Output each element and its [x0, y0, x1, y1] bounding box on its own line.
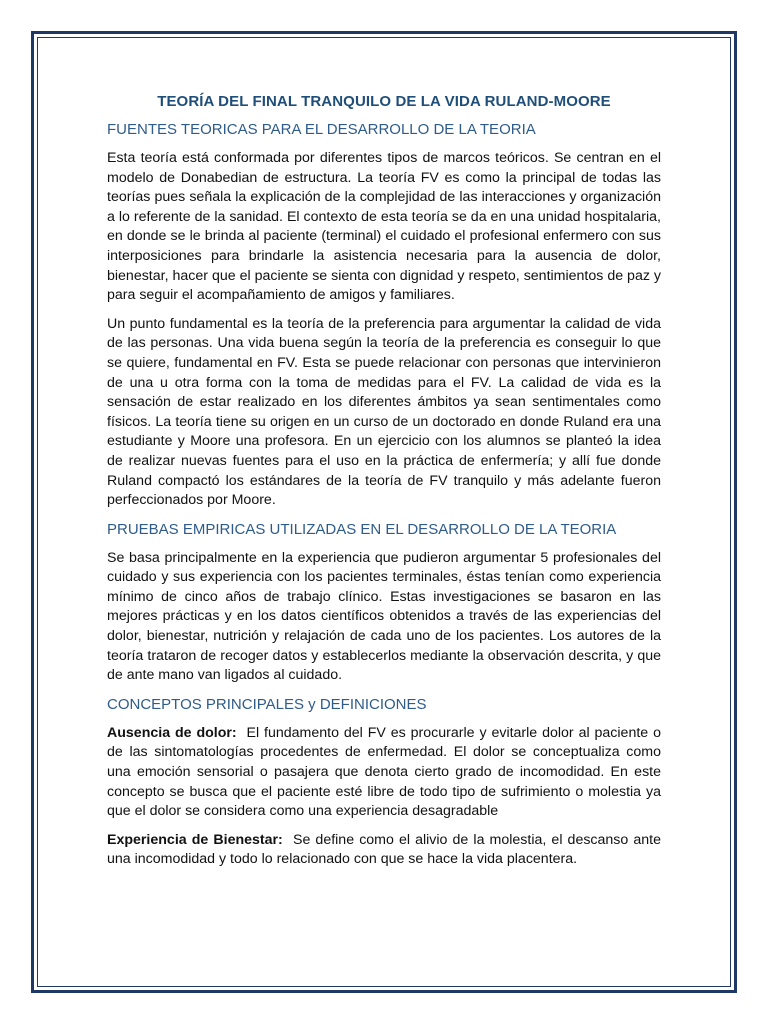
definition-term: Experiencia de Bienestar: [107, 831, 283, 848]
section-heading-pruebas: PRUEBAS EMPIRICAS UTILIZADAS EN EL DESARROLLO DE LA TEORIA [107, 520, 617, 538]
paragraph: Un punto fundamental es la teoría de la preferencia para argumentar la calidad de vida de las personas. Una vida buena según la teoría de la preferencia es conseguir lo que se quiere, fundamental en FV. Esta se puede relacionar con personas que intervinieron de una u otra forma con la toma de medidas para el FV. La calidad de vida es la sensación de estar realizado en los diferentes ámbitos ya sean sentimentales como físicos. La teoría tiene su origen en un curso de un doctorado en donde Ruland era una estudiante y Moore una profesora. En un ejercicio con los alumnos se planteó la idea de realizar nuevas fuentes para el uso en la práctica de enfermería; y allí fue donde Ruland compactó los estándares de la teoría de FV tranquilo y más adelante fueron perfeccionados por Moore. [107, 315, 661, 509]
definition-text: Se define como el alivio de la molestia, el descanso ante una incomodidad y todo lo relacionado con que se hace la vida placentera. [107, 831, 665, 868]
section-heading-conceptos: CONCEPTOS PRINCIPALES y DEFINICIONES [107, 695, 427, 713]
paragraph: Se basa principalmente en la experiencia que pudieron argumentar 5 profesionales del cuidado y sus experiencia con los pacientes terminales, éstas tenían como experiencia mínimo de cinco años de trabajo clínico. Estas investigaciones se basaron en las mejores prácticas y en los datos científicos obtenidos a través de las experiencias del dolor, bienestar, nutrición y relajación de cada uno de los pacientes. Los autores de la teoría trataron de recoger datos y establecerlos mediante la observación descrita, y que de ante mano van ligados al cuidado. [107, 549, 661, 684]
document-body [107, 88, 665, 879]
paragraph: Esta teoría está conformada por diferentes tipos de marcos teóricos. Se centran en el modelo de Donabedian de estructura. La teoría FV es como la principal de todas las teorías pues señala la explicación de la complejidad de las interacciones y organización a lo referente de la sanidad. El contexto de esta teoría se da en una unidad hospitalaria, en donde se le brinda al paciente (terminal) el cuidado el profesional enfermero con sus interposiciones para brindarle la asistencia necesaria para la ausencia de dolor, bienestar, hacer que el paciente se sienta con dignidad y respeto, sentimientos de paz y para seguir el acompañamiento de amigos y familiares. [107, 150, 661, 304]
document-title: TEORÍA DEL FINAL TRANQUILO DE LA VIDA RULAND-MOORE [157, 93, 611, 110]
definition-term: Ausencia de dolor: [107, 724, 237, 741]
definition-experiencia-de-bienestar [107, 831, 665, 870]
definition-text: El fundamento del FV es procurarle y evitarle dolor al paciente o de las sintomatologías procedentes de enfermedad. El dolor se conceptualiza como una emoción sensorial o pasajera que denota cierto grado de incomodidad. En este concepto se busca que el paciente esté libre de todo tipo de sufrimiento o molestia ya que el dolor se considera como una experiencia desagradable [107, 724, 665, 820]
definition-ausencia-de-dolor [107, 724, 665, 822]
section-heading-fuentes: FUENTES TEORICAS PARA EL DESARROLLO DE LA TEORIA [107, 121, 536, 138]
